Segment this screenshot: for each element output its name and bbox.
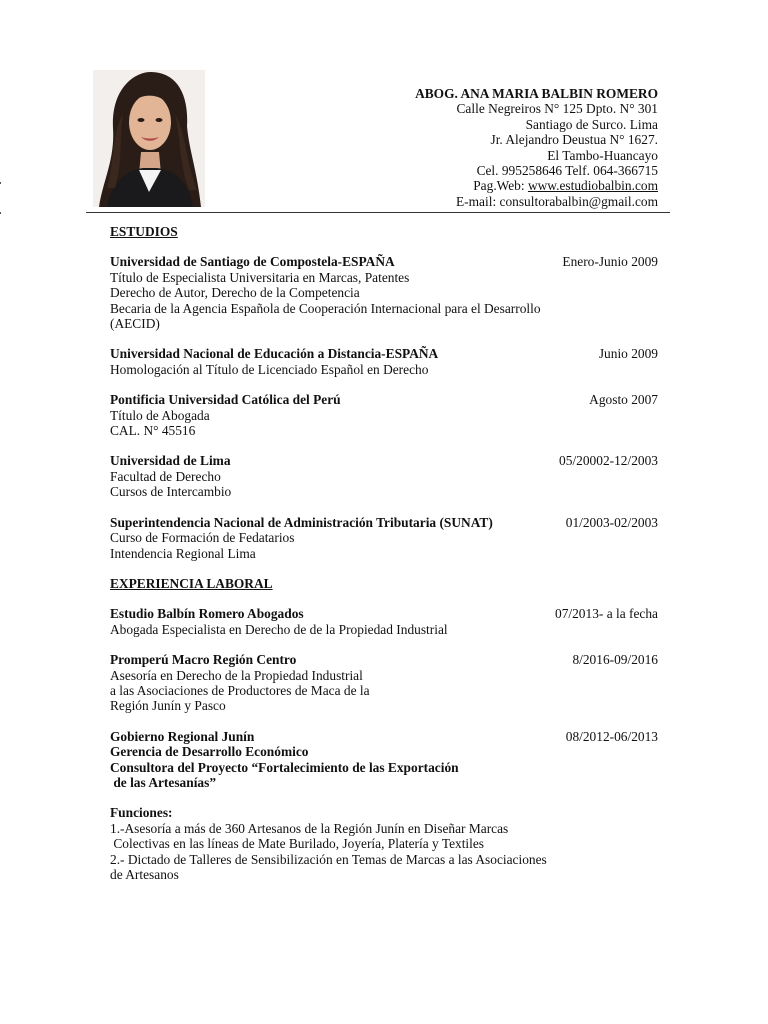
entry-date: Agosto 2007 (589, 392, 658, 408)
margin-mark (0, 182, 1, 184)
address-line: Calle Negreiros N° 125 Dpto. N° 301 (456, 101, 658, 117)
entry-line: Facultad de Derecho (110, 468, 221, 484)
entry-date: 01/2003-02/2003 (565, 514, 658, 530)
entry-line: CAL. N° 45516 (110, 423, 196, 439)
functions-block (110, 805, 658, 882)
entry-line: Curso de Formación de Fedatarios (110, 530, 295, 546)
entry-line: de las Artesanías” (110, 774, 217, 790)
function-line: 2.- Dictado de Talleres de Sensibilización en Temas de Marcas a las Asociaciones (110, 851, 547, 867)
address-line: El Tambo-Huancayo (547, 147, 658, 163)
education-entry (110, 346, 658, 377)
full-name: ABOG. ANA MARIA BALBIN ROMERO (415, 86, 658, 101)
email-address: consultorabalbin@gmail.com (499, 193, 658, 209)
address-line: Jr. Alejandro Deustua N° 1627. (490, 132, 658, 148)
entry-title: Estudio Balbín Romero Abogados (110, 606, 304, 622)
entry-title: Gobierno Regional Junín (110, 728, 255, 744)
entry-line: a las Asociaciones de Productores de Maca de la (110, 682, 370, 698)
education-entry (110, 392, 658, 438)
entry-date: 08/2012-06/2013 (565, 728, 658, 744)
entry-line: Consultora del Proyecto “Fortalecimiento de las Exportación (110, 759, 459, 775)
section-title-estudios: ESTUDIOS (110, 224, 178, 239)
entry-title: Superintendencia Nacional de Administración Tributaria (SUNAT) (110, 514, 493, 530)
entry-line: Asesoría en Derecho de la Propiedad Industrial (110, 667, 363, 683)
experience-entry (110, 652, 658, 714)
entry-date: Enero-Junio 2009 (562, 254, 658, 270)
entry-date: 8/2016-09/2016 (572, 652, 658, 668)
functions-title: Funciones: (110, 805, 173, 821)
entry-line: Título de Abogada (110, 407, 210, 423)
entry-line: Título de Especialista Universitaria en Marcas, Patentes (110, 269, 410, 285)
education-entry (110, 254, 658, 331)
entry-title: Universidad Nacional de Educación a Distancia-ESPAÑA (110, 346, 439, 362)
cv-content (110, 224, 658, 882)
email-line (338, 194, 658, 209)
entry-line: Becaria de la Agencia Española de Cooperación Internacional para el Desarrollo (110, 300, 541, 316)
entry-line: (AECID) (110, 316, 160, 332)
entry-date: 05/20002-12/2003 (559, 453, 658, 469)
contact-block (338, 86, 658, 209)
function-line: Colectivas en las líneas de Mate Burilado, Joyería, Platería y Textiles (110, 836, 485, 852)
profile-photo (93, 70, 205, 207)
education-entry (110, 515, 658, 561)
section-title-experiencia: EXPERIENCIA LABORAL (110, 575, 273, 591)
portrait-image (93, 70, 205, 207)
experience-entry (110, 606, 658, 637)
web-line (338, 178, 658, 193)
website-link[interactable]: www.estudiobalbin.com (527, 178, 658, 194)
entry-title: Universidad de Santiago de Compostela-ESPAÑA (110, 254, 395, 270)
entry-date: 07/2013- a la fecha (555, 606, 658, 622)
function-line: de Artesanos (110, 867, 179, 882)
entry-line: Región Junín y Pasco (110, 698, 226, 714)
entry-line: Derecho de Autor, Derecho de la Competencia (110, 285, 360, 301)
margin-mark (0, 212, 1, 214)
entry-line: Gerencia de Desarrollo Económico (110, 744, 309, 760)
entry-line: Intendencia Regional Lima (110, 545, 256, 561)
email-label: E-mail: (456, 193, 500, 209)
header-divider (86, 212, 670, 213)
phone-line: Cel. 995258646 Telf. 064-366715 (476, 163, 658, 179)
function-line: 1.-Asesoría a más de 360 Artesanos de la Región Junín en Diseñar Marcas (110, 820, 509, 836)
entry-date: Junio 2009 (598, 346, 658, 362)
entry-title: Universidad de Lima (110, 453, 231, 469)
entry-title: Promperú Macro Región Centro (110, 652, 297, 668)
entry-line: Homologación al Título de Licenciado Español en Derecho (110, 361, 429, 377)
entry-title: Pontificia Universidad Católica del Perú (110, 392, 341, 408)
education-entry (110, 453, 658, 499)
address-line: Santiago de Surco. Lima (525, 116, 658, 132)
experience-entry (110, 729, 658, 791)
web-label: Pag.Web: (473, 178, 528, 194)
entry-line: Abogada Especialista en Derecho de de la Propiedad Industrial (110, 621, 448, 637)
entry-line: Cursos de Intercambio (110, 484, 232, 500)
